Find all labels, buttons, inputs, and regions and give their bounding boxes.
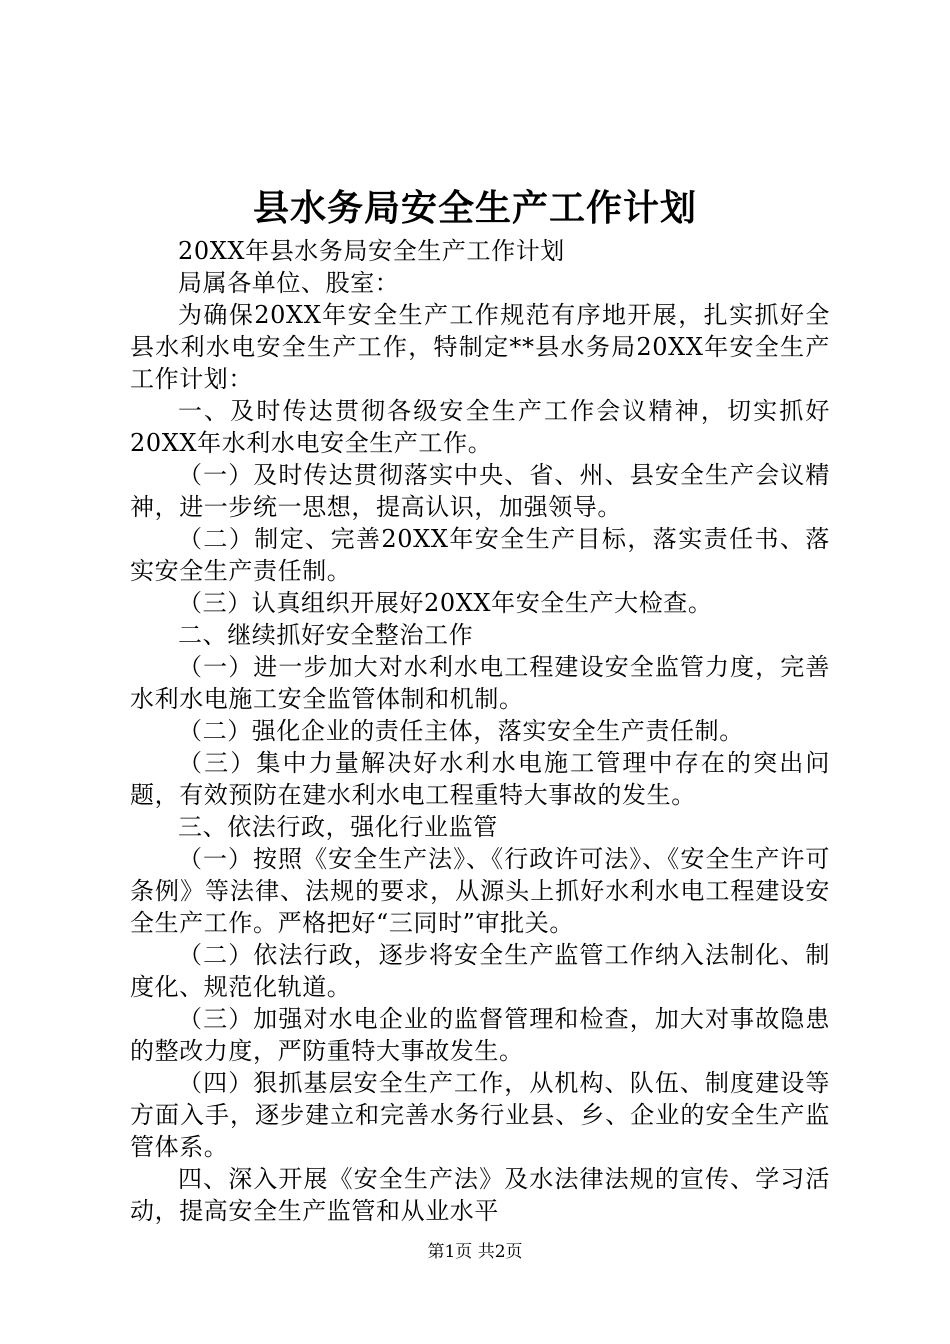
section-2-item-1: （一）进一步加大对水利水电工程建设安全监管力度，完善水利水电施工安全监管体制和机制。 — [130, 653, 830, 713]
section-2-item-2: （二）强化企业的责任主体，落实安全生产责任制。 — [178, 717, 744, 745]
section-4-heading: 四、深入开展《安全生产法》及水法律法规的宣传、学习活动，提高安全生产监管和从业水平 — [130, 1165, 830, 1225]
page-number: 第1页 共2页 — [427, 1242, 523, 1262]
section-1-item-2: （二）制定、完善20XX年安全生产目标，落实责任书、落实安全生产责任制。 — [130, 525, 830, 585]
section-1-item-1: （一）及时传达贯彻落实中央、省、州、县安全生产会议精神，进一步统一思想，提高认识，加强领导。 — [130, 461, 830, 521]
section-3-item-1: （一）按照《安全生产法》、《行政许可法》、《安全生产许可条例》等法律、法规的要求，从源头上抓好水利水电工程建设安全生产工作。严格把好“三同时”审批关。 — [130, 845, 830, 937]
section-1-heading: 一、及时传达贯彻各级安全生产工作会议精神，切实抓好20XX年水利水电安全生产工作。 — [130, 397, 830, 457]
section-2-heading: 二、继续抓好安全整治工作 — [178, 621, 474, 649]
section-3-item-3: （三）加强对水电企业的监督管理和检查，加大对事故隐患的整改力度，严防重特大事故发生。 — [130, 1005, 830, 1065]
paragraph-salutation: 局属各单位、股室： — [178, 269, 400, 297]
section-3-item-2: （二）依法行政，逐步将安全生产监管工作纳入法制化、制度化、规范化轨道。 — [130, 941, 830, 1001]
section-3-heading: 三、依法行政，强化行业监管 — [178, 813, 498, 841]
document-body — [130, 235, 830, 1227]
section-3-item-4: （四）狠抓基层安全生产工作，从机构、队伍、制度建设等方面入手，逐步建立和完善水务行业县、乡、企业的安全生产监管体系。 — [130, 1069, 830, 1161]
paragraph-intro: 为确保20XX年安全生产工作规范有序地开展，扎实抓好全县水利水电安全生产工作，特制定**县水务局20XX年安全生产工作计划： — [130, 301, 830, 393]
section-1-item-3: （三）认真组织开展好20XX年安全生产大检查。 — [178, 589, 713, 617]
document-title: 县水务局安全生产工作计划 — [252, 187, 697, 229]
paragraph-heading: 20XX年县水务局安全生产工作计划 — [178, 237, 565, 265]
section-2-item-3: （三）集中力量解决好水利水电施工管理中存在的突出问题，有效预防在建水利水电工程重特大事故的发生。 — [130, 749, 830, 809]
